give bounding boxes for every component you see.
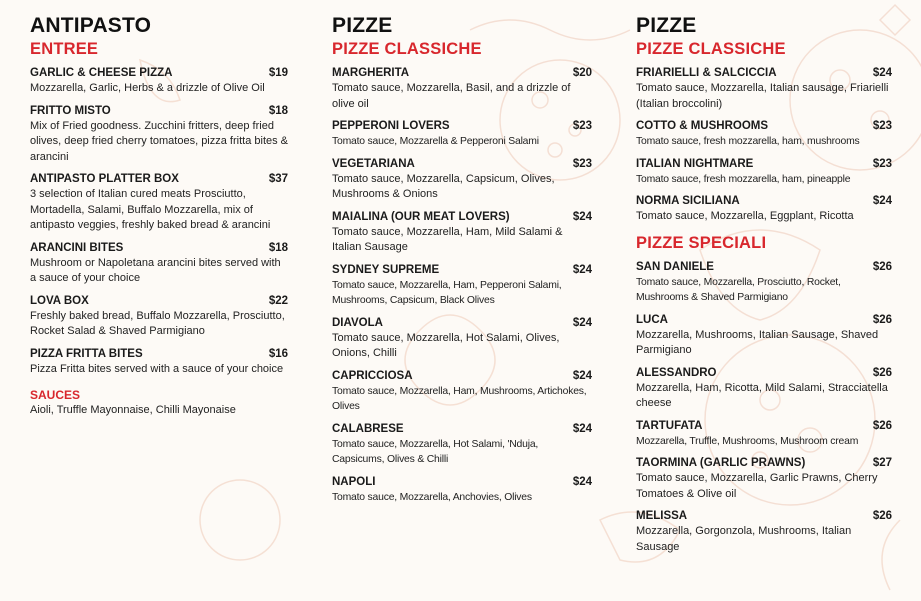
item-name: CALABRESE	[332, 422, 404, 435]
column-pizze-speciali	[636, 14, 892, 562]
section-title: ANTIPASTO	[30, 14, 152, 37]
item-name: ALESSANDRO	[636, 366, 717, 379]
item-name: TARTUFATA	[636, 419, 703, 432]
menu-item	[30, 66, 288, 97]
item-description: Mozzarella, Mushrooms, Italian Sausage, Shaved Parmigiano	[636, 328, 879, 356]
section-title: PIZZE	[636, 14, 697, 37]
item-price: $26	[872, 366, 892, 379]
item-name: FRITTO MISTO	[30, 104, 111, 117]
item-name: MAIALINA (OUR MEAT LOVERS)	[332, 210, 510, 223]
section-subtitle: ENTREE	[30, 40, 99, 58]
menu-item	[332, 422, 592, 468]
item-name: SAN DANIELE	[636, 260, 714, 273]
item-description: Mozzarella, Garlic, Herbs & a drizzle of Olive Oil	[30, 82, 265, 94]
item-name: NAPOLI	[332, 475, 376, 488]
item-name: ITALIAN NIGHTMARE	[636, 157, 754, 170]
menu-item	[636, 194, 892, 225]
item-name: VEGETARIANA	[332, 157, 415, 170]
item-price: $24	[572, 263, 592, 276]
item-name: MARGHERITA	[332, 67, 410, 79]
menu-item	[636, 119, 892, 150]
section-title: PIZZE	[332, 14, 393, 37]
section-subtitle-speciali: PIZZE SPECIALI	[636, 233, 767, 252]
item-price: $24	[872, 195, 892, 207]
item-price: $24	[572, 475, 592, 488]
section-subtitle: PIZZE CLASSICHE	[332, 40, 482, 58]
item-name: DIAVOLA	[332, 316, 383, 329]
item-name: PIZZA FRITTA BITES	[30, 347, 143, 360]
menu-item	[332, 119, 592, 150]
item-price: $27	[872, 457, 892, 469]
item-name: MELISSA	[636, 510, 688, 522]
menu-item	[636, 66, 892, 112]
menu-item	[636, 157, 892, 188]
menu-item	[636, 313, 892, 359]
menu-item	[636, 509, 892, 555]
item-description: Tomato sauce, Mozzarella, Eggplant, Ricotta	[636, 210, 854, 222]
item-name: LUCA	[636, 313, 668, 326]
item-description: Mushroom or Napoletana arancini bites served with a sauce of your choice	[30, 256, 281, 284]
menu-item	[332, 210, 592, 256]
item-price: $24	[572, 422, 592, 435]
column-antipasto	[30, 14, 288, 419]
item-description: Tomato sauce, Mozzarella, Basil, and a drizzle of olive oil	[332, 82, 571, 110]
item-description: Tomato sauce, Mozzarella, Ham, Pepperoni Salami, Mushrooms, Capsicum, Black Olives	[332, 279, 562, 306]
item-description: Tomato sauce, fresh mozzarella, ham, mushrooms	[636, 136, 860, 147]
item-name: ANTIPASTO PLATTER BOX	[30, 173, 179, 185]
item-price: $24	[572, 369, 592, 382]
item-description: Tomato sauce, fresh mozzarella, ham, pineapple	[636, 173, 851, 185]
item-description: Tomato sauce, Mozzarella, Capsicum, Olives, Mushrooms & Onions	[332, 172, 555, 200]
menu-item	[636, 260, 892, 306]
menu-item	[332, 263, 592, 309]
item-price: $24	[572, 210, 592, 223]
column-pizze-classiche	[332, 14, 592, 512]
menu-item	[30, 241, 288, 287]
item-name: LOVA BOX	[30, 294, 89, 307]
menu-item	[332, 475, 592, 506]
item-description: Tomato sauce, Mozzarella, Garlic Prawns, Cherry Tomatoes & Olive oil	[636, 472, 878, 500]
menu-item	[30, 172, 288, 234]
item-price: $24	[572, 316, 592, 329]
menu-item	[332, 66, 592, 112]
menu-item	[332, 369, 592, 415]
item-description: Mozzarella, Truffle, Mushrooms, Mushroom cream	[636, 435, 859, 447]
item-price: $18	[268, 241, 288, 254]
item-description: Tomato sauce, Mozzarella, Ham, Mushrooms, Artichokes, Olives	[332, 385, 587, 412]
item-name: ARANCINI BITES	[30, 241, 124, 254]
item-name: COTTO & MUSHROOMS	[636, 120, 769, 132]
item-description: Mozzarella, Ham, Ricotta, Mild Salami, Stracciatella cheese	[636, 381, 888, 409]
item-description: Pizza Fritta bites served with a sauce of your choice	[30, 362, 284, 375]
menu-item	[30, 347, 288, 378]
menu-item	[30, 104, 288, 166]
item-description: Tomato sauce, Mozzarella, Ham, Mild Salami & Italian Sausage	[332, 225, 563, 253]
item-price: $26	[872, 313, 892, 326]
item-name: CAPRICCIOSA	[332, 369, 413, 382]
item-name: SYDNEY SUPREME	[332, 263, 440, 276]
menu-item	[636, 366, 892, 412]
item-name: PEPPERONI LOVERS	[332, 120, 450, 132]
item-description: Freshly baked bread, Buffalo Mozzarella, Prosciutto, Rocket Salad & Shaved Parmigiano	[30, 309, 285, 337]
item-description: Mozzarella, Gorgonzola, Mushrooms, Italian Sausage	[636, 525, 852, 553]
item-name: TAORMINA (GARLIC PRAWNS)	[636, 457, 806, 469]
menu-item	[332, 316, 592, 362]
item-price: $18	[268, 104, 288, 117]
item-price: $20	[572, 67, 592, 79]
item-name: GARLIC & CHEESE PIZZA	[30, 67, 173, 79]
sauces-description: Aioli, Truffle Mayonnaise, Chilli Mayonaise	[30, 404, 236, 416]
item-description: Tomato sauce, Mozzarella, Hot Salami, 'Nduja, Capsicums, Olives & Chilli	[332, 438, 539, 465]
menu-item	[30, 294, 288, 340]
menu-item	[636, 419, 892, 450]
sauces-title: SAUCES	[30, 388, 81, 402]
item-price: $23	[572, 157, 592, 170]
item-name: FRIARIELLI & SALCICCIA	[636, 67, 777, 79]
item-price: $19	[268, 67, 288, 79]
item-description: Tomato sauce, Mozzarella, Italian sausage, Friarielli (Italian broccolini)	[636, 82, 889, 110]
item-price: $26	[872, 260, 892, 273]
item-price: $16	[268, 347, 288, 360]
item-description: Tomato sauce, Mozzarella, Anchovies, Olives	[332, 491, 532, 503]
item-price: $23	[872, 120, 892, 132]
item-description: Tomato sauce, Mozzarella, Prosciutto, Rocket, Mushrooms & Shaved Parmigiano	[636, 276, 841, 303]
menu-item	[636, 456, 892, 502]
menu-item	[332, 157, 592, 203]
item-description: Mix of Fried goodness. Zucchini fritters, deep fried olives, deep fried cherry tomatoes, pizza fritta bites & arancini	[30, 119, 289, 163]
item-description: 3 selection of Italian cured meats Prosciutto, Mortadella, Salami, Buffalo Mozzarella, mix of antipasto veggies, freshly baked bread & arancini	[30, 188, 271, 231]
item-price: $26	[872, 510, 892, 522]
item-price: $37	[268, 173, 288, 185]
item-price: $24	[872, 67, 892, 79]
item-price: $26	[872, 419, 892, 432]
item-description: Tomato sauce, Mozzarella & Pepperoni Salami	[332, 136, 539, 147]
item-price: $22	[268, 294, 288, 307]
item-name: NORMA SICILIANA	[636, 195, 740, 207]
item-description: Tomato sauce, Mozzarella, Hot Salami, Olives, Onions, Chilli	[332, 331, 560, 359]
item-price: $23	[572, 120, 592, 132]
section-subtitle: PIZZE CLASSICHE	[636, 40, 786, 58]
item-price: $23	[872, 157, 892, 170]
